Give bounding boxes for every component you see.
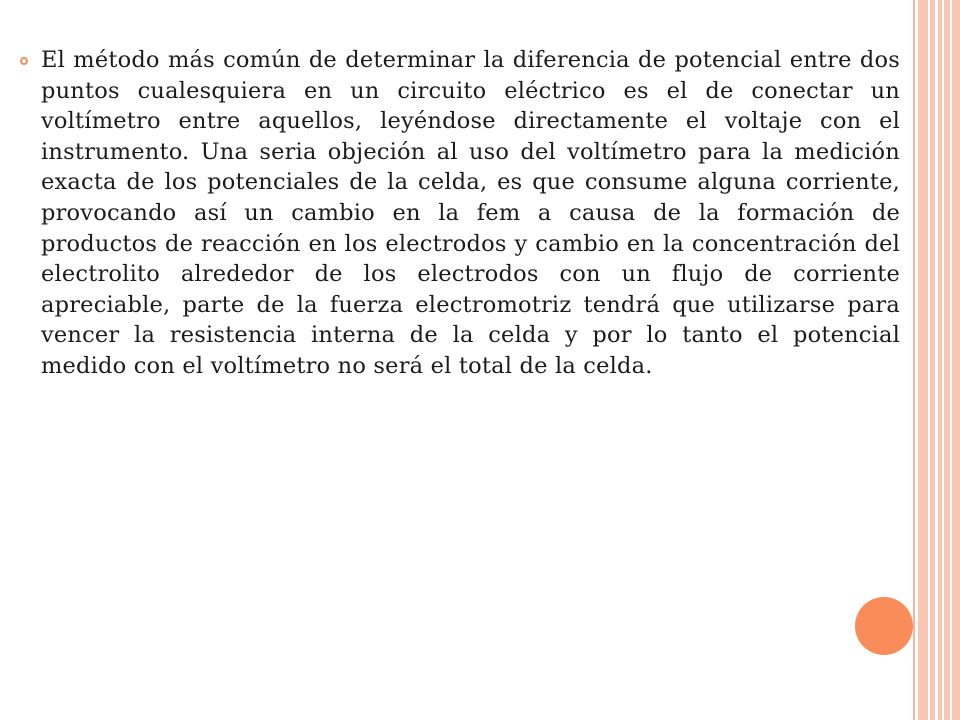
decorative-stripe [942, 0, 944, 720]
body-paragraph: El método más común de determinar la diferencia de potencial entre dos puntos cualesquiera en un circuito eléctrico es el de conectar un voltímetro entre aquellos, leyéndose directamente el voltaje con el instrumento. Una seria objeción al uso del voltímetro para la medición exacta de los potenciales de la celda, es que consume alguna corriente, provocando así un cambio en la fem a causa de la formación de productos de reacción en los electrodos y cambio en la concentración del electrolito alrededor de los electrodos con un flujo de corriente apreciable, parte de la fuerza electromotriz tendrá que utilizarse para vencer la resistencia interna de la celda y por lo tanto el potencial medido con el voltímetro no será el total de la celda. [41, 47, 900, 379]
decorative-stripe [935, 0, 938, 720]
slide-content [20, 45, 900, 382]
decorative-side-strip [918, 0, 960, 720]
decorative-stripe [928, 0, 930, 720]
decorative-edge-line [913, 0, 915, 720]
bullet-icon [20, 57, 28, 65]
bullet-item [20, 45, 900, 382]
decorative-stripe [950, 0, 952, 720]
decorative-circle [855, 597, 913, 655]
